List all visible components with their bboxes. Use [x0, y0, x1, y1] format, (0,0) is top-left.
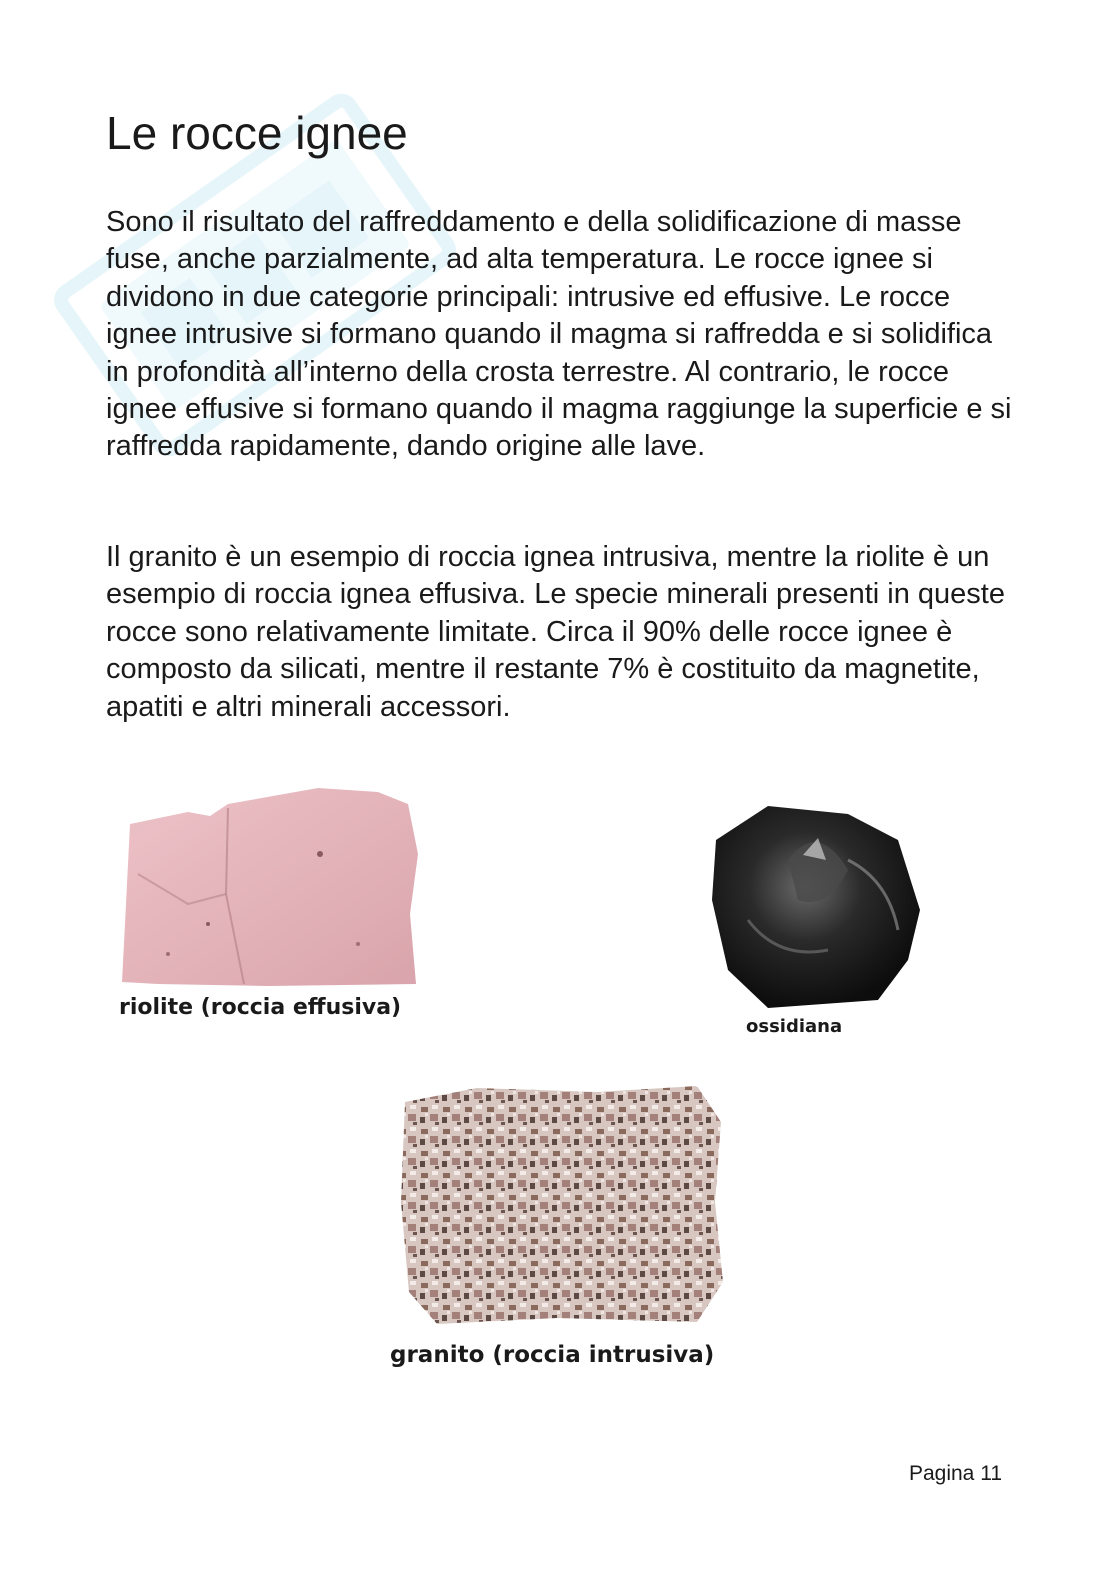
- page-title: Le rocce ignee: [106, 107, 408, 159]
- ossidiana-image: [708, 800, 924, 1012]
- caption-granito: granito (roccia intrusiva): [390, 1342, 715, 1368]
- page-number: Pagina 11: [908, 1462, 1002, 1485]
- caption-riolite: riolite (roccia effusiva): [119, 995, 402, 1020]
- paragraph-examples: Il granito è un esempio di roccia ignea intrusiva, mentre la riolite è un esempio di roccia ignea effusiva. Le specie minerali presenti in queste rocce sono relativamente limitate. Circa il 90% delle rocce ignee è composto da silicati, mentre il restante 7% è costituito da magnetite, apatiti e altri minerali accessori.: [106, 541, 1005, 723]
- figure-riolite: [118, 784, 420, 988]
- figure-granito: [397, 1082, 725, 1326]
- figure-ossidiana: [708, 800, 924, 1012]
- caption-ossidiana: ossidiana: [746, 1016, 843, 1037]
- riolite-image: [118, 784, 420, 988]
- granito-image: [397, 1082, 725, 1326]
- paragraph-intro: Sono il risultato del raffreddamento e della solidificazione di masse fuse, anche parzialmente, ad alta temperatura. Le rocce ignee si dividono in due categorie principali: intrusive ed effusive. Le rocce ignee intrusive si formano quando il magma si raffredda e si solidifica in profondità all’interno della crosta terrestre. Al contrario, le rocce ignee effusive si formano quando il magma raggiunge la superficie e si raffredda rapidamente, dando origine alle lave.: [106, 206, 1012, 463]
